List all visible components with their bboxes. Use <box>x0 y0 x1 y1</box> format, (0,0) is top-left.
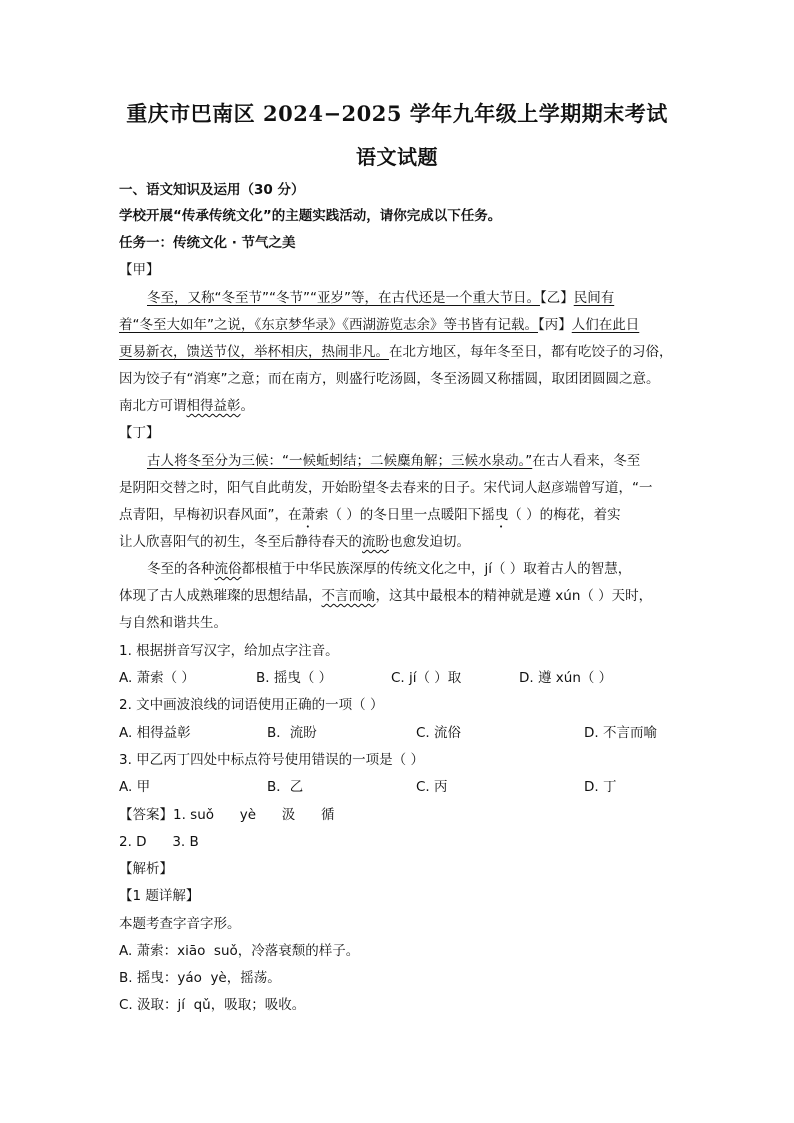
dotted-char: 曳 <box>494 507 509 523</box>
passage-text: 体现了古人成熟璀璨的思想结晶， <box>119 588 322 604</box>
answer-line-1 <box>119 805 679 825</box>
passage-text: ，这其中最根本的精神就是遵 xún（ ）天时， <box>375 588 653 604</box>
detail-label: 【1 题详解】 <box>119 888 200 904</box>
passage-text: 在古人看来，冬至 <box>532 453 641 469</box>
activity-intro: 学校开展“传承传统文化”的主题实践活动，请你完成以下任务。 <box>119 208 502 224</box>
passage-ding-line-4 <box>119 532 679 552</box>
exam-subtitle: 语文试题 <box>356 145 438 169</box>
label-ding: 【丁】 <box>119 425 160 441</box>
passage-text: 更易新衣，馈送节仪，举杯相庆，热闹非凡。 <box>119 344 389 360</box>
label-jia: 【甲】 <box>119 262 160 278</box>
passage-jia-line-1 <box>119 288 679 308</box>
passage-p3-line-1 <box>119 559 679 579</box>
passage-text: 人们在此日 <box>571 317 640 333</box>
passage-ding-line-3 <box>119 505 679 531</box>
passage-text: 让人欣喜阳气的初生，冬至后静待春天的 <box>119 534 362 550</box>
passage-text: （ ）的梅花，着实 <box>508 507 621 523</box>
passage-text: 在北方地区，每年冬至日，都有吃饺子的习俗， <box>389 344 673 360</box>
passage-text: 点青阳，早梅初识春风面”，在 <box>119 507 302 523</box>
option-a: A. 萧索（ ） <box>119 670 195 686</box>
passage-jia-line-2 <box>119 315 679 335</box>
option-b: B. 摇曳（ ） <box>256 670 333 686</box>
wavy-word: 流盼 <box>362 534 389 550</box>
explanation-line-4: C. 汲取：jí qǔ，吸取；吸收。 <box>119 997 306 1013</box>
section-heading: 一、语文知识及运用（30 分） <box>119 182 305 198</box>
passage-text: 南北方可谓 <box>119 398 187 414</box>
label-bing: 【丙】 <box>538 317 572 333</box>
wavy-word: 相得益彰 <box>186 398 241 414</box>
passage-text: 冬至的各种 <box>147 561 215 577</box>
option-d: D. 不言而喻 <box>584 725 657 741</box>
passage-text: 着“冬至大如年”之说，《东京梦华录》《西湖游览志余》等书皆有记载。 <box>119 317 538 333</box>
analysis-label: 【解析】 <box>119 861 173 877</box>
question-3-options <box>119 777 679 797</box>
question-1-options <box>119 668 679 688</box>
passage-p3-line-2 <box>119 586 679 606</box>
passage-text: 索（ ）的冬日里一点暖阳下摇 <box>315 507 495 523</box>
option-c: C. 流俗 <box>416 725 462 741</box>
question-1-stem: 1. 根据拼音写汉字，给加点字注音。 <box>119 643 339 659</box>
option-c: C. 丙 <box>416 779 448 795</box>
passage-text: 古人将冬至分为三候：“一候蚯蚓结；二候麋角解；三候水泉动。” <box>147 453 533 469</box>
task-heading: 任务一：传统文化 · 节气之美 <box>119 235 296 251</box>
option-b: B．流盼 <box>267 725 317 741</box>
explanation-line-1: 本题考查字音字形。 <box>119 916 241 932</box>
passage-text: 冬至，又称“冬至节”“冬节”“亚岁”等，在古代还是一个重大节日。 <box>147 290 540 306</box>
passage-text: 民间有 <box>573 290 615 306</box>
passage-jia-line-5 <box>119 396 679 416</box>
option-d: D. 遵 xún（ ） <box>519 670 613 686</box>
answer-text: 1. suǒ yè 汲 循 <box>173 807 335 823</box>
passage-p3-line-3: 与自然和谐共生。 <box>119 615 227 631</box>
option-a: A. 相得益彰 <box>119 725 191 741</box>
passage-text: 也愈发迫切。 <box>389 534 470 550</box>
wavy-word: 不言而喻 <box>321 588 376 604</box>
dotted-char: 萧 <box>301 507 315 523</box>
option-d: D. 丁 <box>584 779 617 795</box>
answer-line-2: 2. D 3. B <box>119 834 199 850</box>
question-3-stem: 3. 甲乙丙丁四处中标点符号使用错误的一项是（ ） <box>119 752 424 768</box>
answer-label: 【答案】 <box>119 807 173 823</box>
label-yi: 【乙】 <box>539 290 574 306</box>
explanation-line-3: B. 摇曳：yáo yè，摇荡。 <box>119 970 281 986</box>
explanation-line-2: A. 萧索：xiāo suǒ，冷落衰颓的样子。 <box>119 943 360 959</box>
wavy-word: 流俗 <box>214 561 242 577</box>
passage-jia-line-3 <box>119 342 679 362</box>
option-c: C. jí（ ）取 <box>391 670 462 686</box>
question-2-stem: 2. 文中画波浪线的词语使用正确的一项（ ） <box>119 697 384 713</box>
passage-text: 。 <box>240 398 254 414</box>
passage-ding-line-1 <box>119 451 679 471</box>
option-b: B．乙 <box>267 779 304 795</box>
passage-text: 都根植于中华民族深厚的传统文化之中，jí（ ）取着古人的智慧， <box>241 561 632 577</box>
passage-ding-line-2: 是阴阳交替之时，阳气自此萌发，开始盼望冬去春来的日子。宋代词人赵彦端曾写道，“一 <box>119 480 653 496</box>
passage-jia-line-4: 因为饺子有“消寒”之意；而在南方，则盛行吃汤圆，冬至汤圆又称擂圆，取团团圆圆之意。 <box>119 371 660 387</box>
exam-title: 重庆市巴南区 2024−2025 学年九年级上学期期末考试 <box>126 101 668 126</box>
option-a: A. 甲 <box>119 779 151 795</box>
question-2-options <box>119 723 679 743</box>
